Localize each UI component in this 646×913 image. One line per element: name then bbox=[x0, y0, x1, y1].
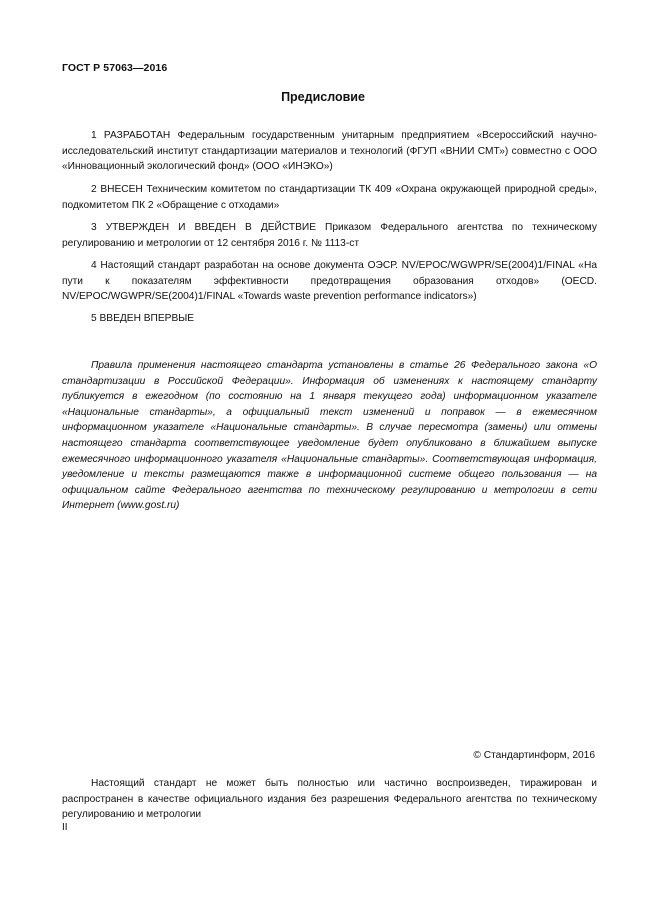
page-title: Предисловие bbox=[281, 90, 365, 104]
paragraph-approved: 3 УТВЕРЖДЕН И ВВЕДЕН В ДЕЙСТВИЕ Приказом Федерального агентства по техническому регулированию и метрологии от 12 сентября 2016 г. № 1113-ст bbox=[62, 222, 597, 249]
reproduction-notice: Настоящий стандарт не может быть полностью или частично воспроизведен, тиражирован и распространен в качестве официального издания без разрешения Федерального агентства по техническому регулированию и метрологии bbox=[62, 778, 597, 820]
application-rules-notice: Правила применения настоящего стандарта установлены в статье 26 Федерального закона «О стандартизации в Российской Федерации». Информация об изменениях к настоящему стандарту публикуется в ежегодном (по состоянию на 1 января текущего года) информационном указателе «Национальные стандарты», а официальный текст изменений и поправок — в ежемесячном информационном указателе «Национальные стандарты». В случае пересмотра (замены) или отмены настоящего стандарта соответствующее уведомление будет опубликовано в ближайшем выпуске ежемесячного информационного указателя «Национальные стандарты». Соответствующая информация, уведомление и тексты размещаются также в информационной системе общего пользования — на официальном сайте Федерального агентства по техническому регулированию и метрологии в сети Интернет (www.gost.ru) bbox=[62, 360, 597, 512]
copyright-line: © Стандартинформ, 2016 bbox=[473, 750, 595, 761]
paragraph-first-introduced: 5 ВВЕДЕН ВПЕРВЫЕ bbox=[91, 313, 195, 324]
standard-id-header: ГОСТ Р 57063—2016 bbox=[62, 62, 168, 74]
paragraph-introduced-by: 2 ВНЕСЕН Техническим комитетом по стандартизации ТК 409 «Охрана окружающей природной среды», подкомитетом ПК 2 «Обращение с отходами» bbox=[62, 184, 597, 211]
page-number: II bbox=[62, 822, 68, 833]
paragraph-developed-by: 1 РАЗРАБОТАН Федеральным государственным унитарным предприятием «Всероссийский научно-исследовательский институт стандартизации материалов и технологий (ФГУП «ВНИИ СМТ») совместно с ООО «Инновационный экологический фонд» (ООО «ИНЭКО») bbox=[62, 130, 597, 172]
paragraph-based-on: 4 Настоящий стандарт разработан на основе документа ОЭСР. NV/EPOC/WGWPR/SE(2004)1/FINAL «На пути к показателям эффективности предотвращения образования отходов» (OECD. NV/EPOC/WGWPR/SE(2004)1/FINAL «Towards waste prevention performance indicators») bbox=[62, 260, 597, 302]
